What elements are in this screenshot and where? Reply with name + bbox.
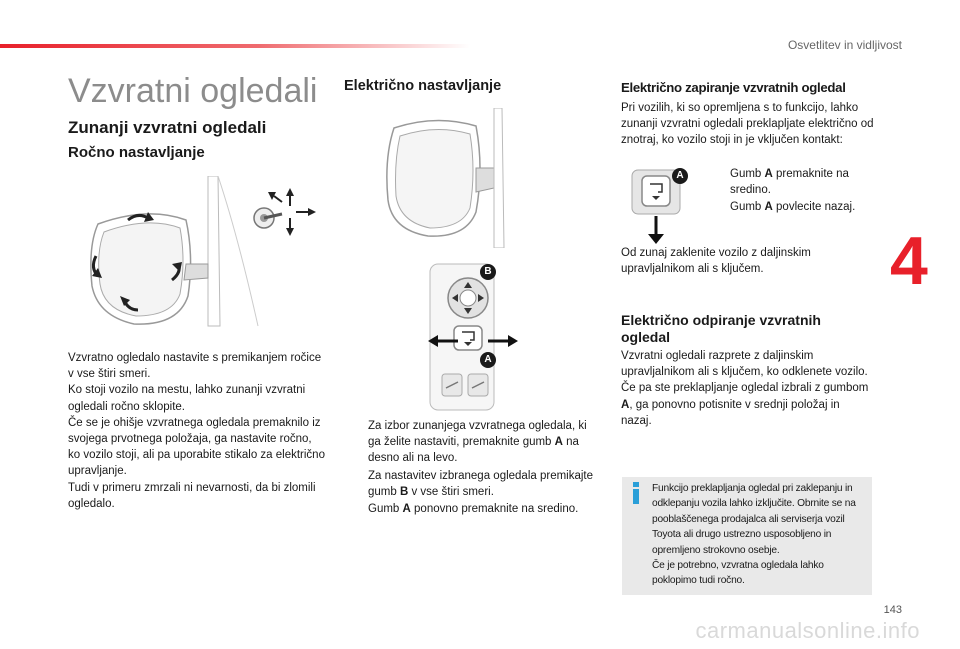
list-item: Gumb A ponovno premaknite na sredino. [368,503,579,516]
note-line: Funkcijo preklapljanja ogledal pri zaklepanju in odklepanju vozila lahko izključite. Obrnite se na pooblaščenega prodajalca ali serviserja vozil Toyota ali drugo ustrezno usposobljeno in opremljeno strokovno osebje. [652,483,856,556]
list-item: Gumb A premaknite na sredino. [730,168,849,197]
subtitle-external-mirrors: Zunanji vzvratni ogledali [68,118,267,137]
note-line: Če je potrebno, vzvratna ogledala lahko poklopimo tudi ročno. [652,560,824,587]
page-title: Vzvratni ogledali [68,72,318,110]
arrow-left-icon [428,334,458,348]
info-icon [628,482,644,504]
list-item: Za izbor zunanjega vzvratnega ogledala, ki ga želite nastaviti, premaknite gumb A na desno ali na levo. [368,420,587,465]
info-note [622,477,872,595]
steps-list [346,418,600,517]
paragraph: Vzvratno ogledalo nastavite s premikanjem ročice v vse štiri smeri. [68,352,322,381]
outside-lock-text: Od zunaj zaklenite vozilo z daljinskim upravljalnikom ali s ključem. [621,247,811,276]
heading-electric-fold: Električno zapiranje vzvratnih ogledal [621,80,846,95]
header-accent-bar [0,44,470,48]
heading-electric-adjust: Električno nastavljanje [344,78,502,94]
note-text [652,481,866,589]
electric-fold-intro: Pri vozilih, ki so opremljena s to funkcijo, lahko zunanji vzvratni ogledali preklapljate električno od znotraj, ko vozilo stoji in je vključen kontakt: [621,102,874,147]
manual-adjust-text [68,350,326,512]
chapter-number: 4 [890,223,928,299]
paragraph: Ko stoji vozilo na mestu, lahko zunanji vzvratni ogledali ročno sklopite. [68,384,306,413]
electric-open-text: Vzvratni ogledali razprete z daljinskim upravljalnikom ali s ključem, ko odklenete vozilo. Če pa ste preklapljanje ogledal izbrali z gumbom A, ga ponovno potisnite v srednji položaj in nazaj. [621,350,869,427]
heading-manual-adjust: Ročno nastavljanje [68,144,205,161]
list-item: Za nastavitev izbranega ogledala premikajte gumb B v vse štiri smeri. [368,469,594,498]
paragraph: Če se je ohišje vzvratnega ogledala premaknilo iz svojega prvotnega položaja, ga nastavite ročno, ko vozilo stoji, ali pa uporabite stikalo za električno upravljanje. [68,416,325,478]
fold-steps [708,166,872,217]
button-b-badge: B [480,264,496,280]
electric-mirror-illustration [376,108,516,248]
arrow-right-icon [488,334,518,348]
manual-mirror-drawing [68,176,324,332]
electric-adjust-steps [346,418,600,518]
section-title: Osvetlitev in vidljivost [787,38,902,52]
page-number: 143 [883,604,902,616]
manual-mirror-illustration [68,176,324,332]
electric-mirror-drawing [376,108,516,248]
paragraph: Tudi v primeru zmrzali ni nevarnosti, da bi zlomili ogledalo. [68,481,316,510]
fold-steps-list [708,166,872,216]
watermark-text: carmanualsonline.info [695,618,920,643]
fold-button-a-badge: A [672,168,688,184]
button-a-badge: A [480,352,496,368]
heading-electric-open: Električno odpiranje vzvratnih ogledal [621,312,821,345]
list-item: Gumb A povlecite nazaj. [730,201,856,214]
